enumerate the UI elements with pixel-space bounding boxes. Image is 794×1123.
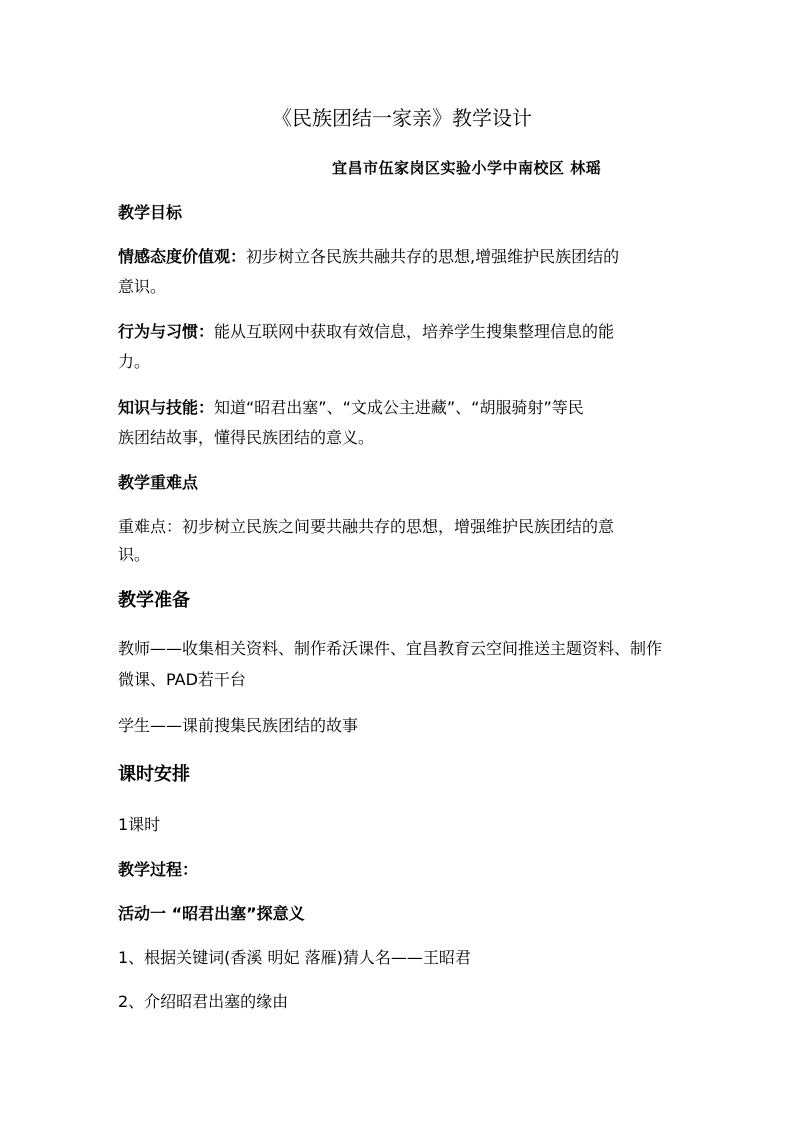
goal-2-line-2: 力。 [118, 352, 151, 371]
author-line: 宜昌市伍家岗区实验小学中南校区 林瑶 [332, 159, 602, 177]
process-step-1: 1、根据关键词(香溪 明妃 落雁)猜人名——王昭君 [118, 948, 471, 967]
goal-3-text: 知道“昭君出塞”、“文成公主进藏”、“胡服骑射”等民 [214, 398, 584, 417]
goal-1-text: 初步树立各民族共融共存的思想,增强维护民族团结的 [246, 247, 620, 266]
activity-1-heading: 活动一 “昭君出塞”探意义 [118, 904, 305, 923]
prep-teacher-line-1: 教师——收集相关资料、制作希沃课件、宜昌教育云空间推送主题资料、制作 [118, 639, 663, 658]
section-heading-schedule: 课时安排 [118, 764, 190, 785]
key-line-2: 识。 [118, 545, 151, 564]
section-heading-goals: 教学目标 [118, 203, 183, 222]
section-heading-prep: 教学准备 [118, 590, 190, 611]
goal-1-label: 情感态度价值观： [118, 247, 247, 266]
goal-3-line-1 [118, 398, 584, 418]
section-heading-key: 教学重难点 [118, 473, 199, 492]
prep-teacher-line-2: 微课、PAD若干台 [118, 670, 246, 689]
document-title: 《民族团结一家亲》教学设计 [272, 106, 532, 130]
process-step-2: 2、介绍昭君出塞的缘由 [118, 992, 289, 1011]
goal-3-line-2: 族团结故事，懂得民族团结的意义。 [118, 428, 375, 447]
section-heading-process: 教学过程： [118, 860, 199, 879]
schedule-value: 1课时 [118, 815, 161, 834]
goal-2-line-1 [118, 322, 614, 342]
goal-3-label: 知识与技能： [118, 398, 215, 417]
goal-2-text: 能从互联网中获取有效信息，培养学生搜集整理信息的能 [214, 322, 615, 341]
goal-1-line-1 [118, 247, 619, 267]
goal-2-label: 行为与习惯： [118, 322, 215, 341]
goal-1-line-2: 意识。 [118, 277, 167, 296]
prep-student: 学生——课前搜集民族团结的故事 [118, 716, 359, 735]
key-line-1: 重难点：初步树立民族之间要共融共存的思想，增强维护民族团结的意 [118, 517, 615, 536]
